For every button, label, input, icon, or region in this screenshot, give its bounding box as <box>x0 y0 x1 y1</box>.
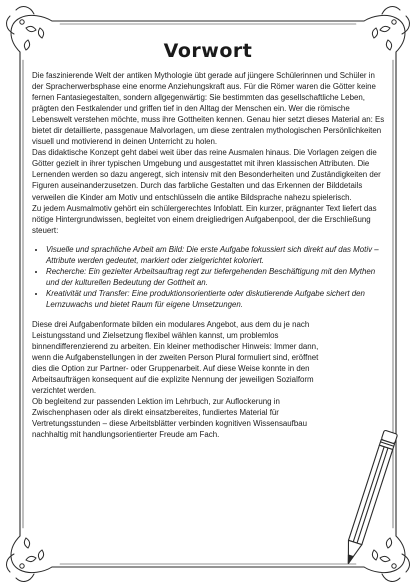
task-list <box>32 244 386 310</box>
task-item-research: • Recherche: Ein gezielter Arbeitsauftrag regt zur tiefergehenden Beschäftigung mit den Mythen und der kulturellen Bedeutung der Gottheit an. <box>46 266 386 288</box>
paragraph-infosheet: Zu jedem Ausmalmotiv gehört ein schülergerechtes Infoblatt. Ein kurzer, prägnanter Text liefert das nötige Hintergrundwissen, begleitet von einem dreigliedrigen Aufgabenpool, der die Erschließung steuert: <box>32 203 377 235</box>
paragraph-usage: Ob begleitend zur passenden Lektion im Lehrbuch, zur Auflockerung in Zwischenphasen oder als direkt einsatzbereites, fundiertes Material für Vertretungsstunden – diese Arbeitsblätter verbinden kognitiven Wissensaufbau nachhaltig mit handlungsorientierter Freude am Fach. <box>32 397 308 440</box>
corner-ornament-bottom-left <box>7 536 52 581</box>
pencil-icon <box>340 425 400 575</box>
paragraph-formats: Diese drei Aufgabenformate bilden ein modulares Angebot, aus dem du je nach Leistungsstand und Zielsetzung flexibel wählen kannst, um problemlos binnendifferenzierend zu arbeiten. Ein kleiner methodischer Hinweis: Immer dann, wenn die Aufgabenstellungen in der zweiten Person Plural formuliert sind, eröffnet dies die Option zur Partner- oder Gruppenarbeit. Auf diese Weise konnte in den Arbeitsaufträgen konsequent auf die explizite Nennung der jeweiligen Sozialform verzichtet werden. <box>32 319 319 396</box>
paragraph-intro: Die faszinierende Welt der antiken Mythologie übt gerade auf jüngere Schülerinnen und Schüler in der Spracherwerbsphase eine enorme Anziehungskraft aus. Für die Römer waren die Götter keine fernen Fantasiegestalten, sondern allgegenwärtig: Sie bestimmten das gesellschaftliche Leben, prägten den Festkalender und griffen tief in den Alltag der Menschen ein. Wer die römische Lebenswelt verstehen möchte, muss ihre Gottheiten kennen. Genau hier setzt dieses Material an: Es bietet dir detaillierte, passgenaue Malvorlagen, um diese zentralen mythologischen Persönlichkeiten visuell und motivierend in deinen Unterricht zu holen. <box>32 71 385 147</box>
task-item-creativity: • Kreativität und Transfer: Eine produktionsorientierte oder diskutierende Aufgabe sichert den Lernzuwachs und bietet Raum für eigene Umsetzungen. <box>46 288 386 310</box>
foreword-text <box>32 70 386 441</box>
paragraph-concept: Das didaktische Konzept geht dabei weit über das reine Ausmalen hinaus. Die Vorlagen zeigen die Götter gezielt in ihrer typischen Umgebung und ausgestattet mit ihren klassischen Attributen. Die Lernenden werden so dazu angeregt, sich intensiv mit den Besonderheiten und Zuständigkeiten der Figuren auseinanderzusetzen. Durch das farbliche Gestalten und das Erkennen der Bilddetails verweilen die Kinder am Motiv und entschlüsseln die antike Bildsprache nahezu spielerisch. <box>32 148 381 202</box>
page-title: Vorwort <box>163 40 253 62</box>
task-item-visual: • Visuelle und sprachliche Arbeit am Bild: Die erste Aufgabe fokussiert sich direkt auf das Motiv – Attribute werden gedeutet, markiert oder zielgerichtet koloriert. <box>46 244 386 266</box>
